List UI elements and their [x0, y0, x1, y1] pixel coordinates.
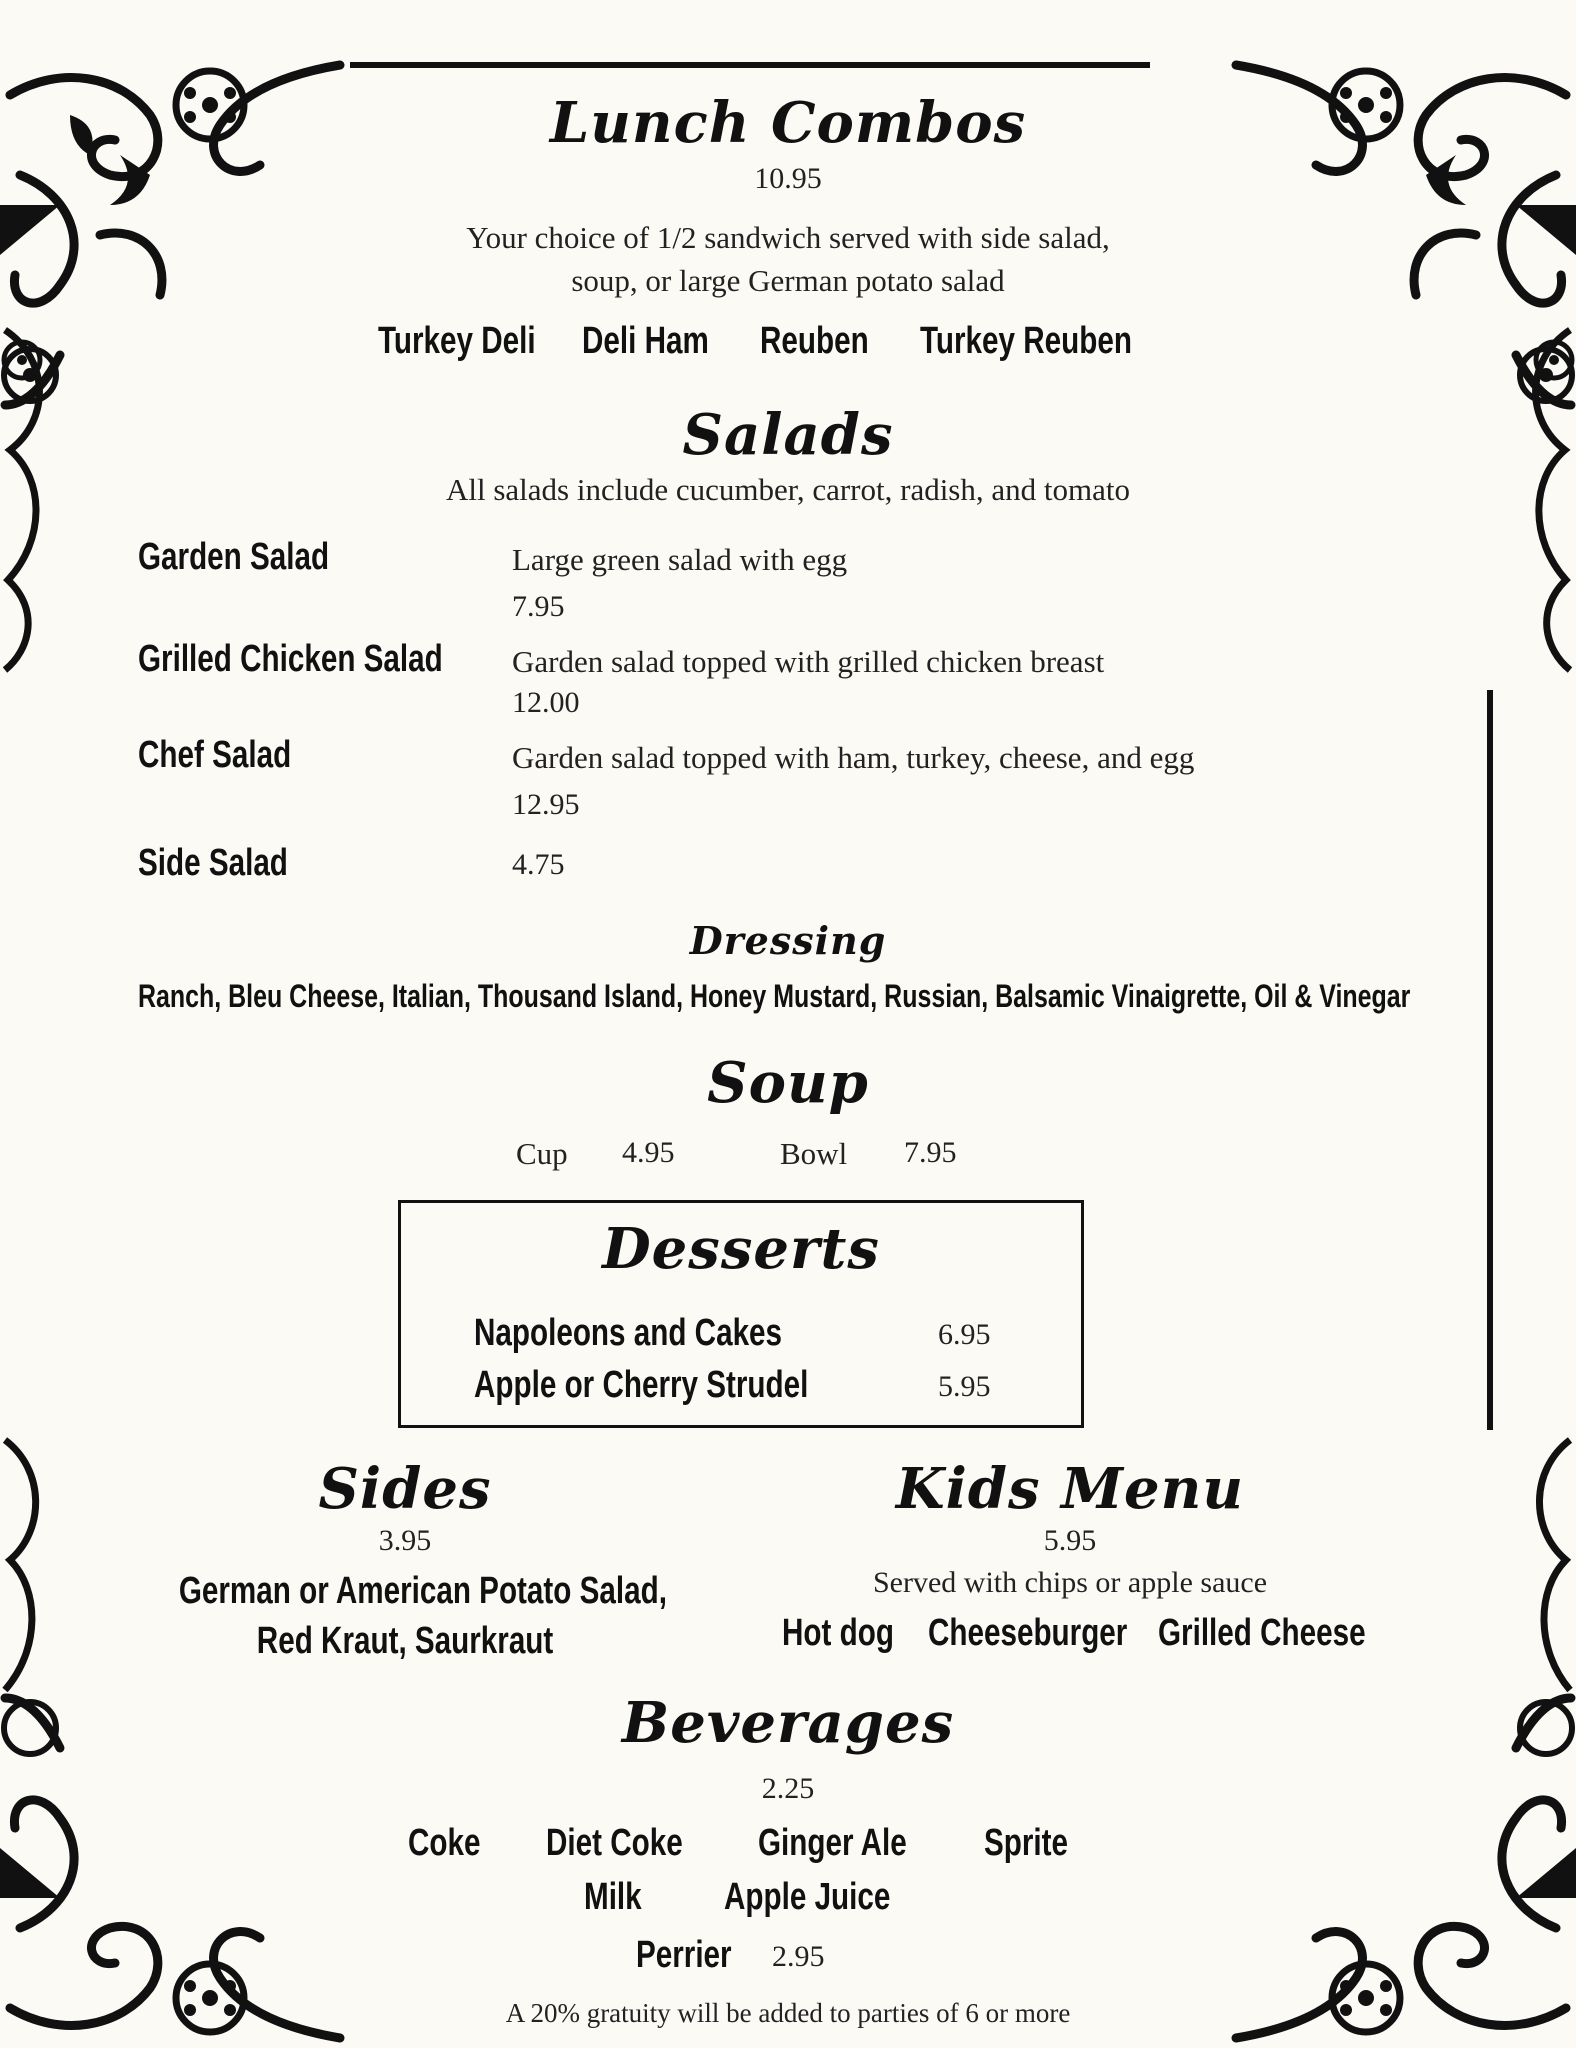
- kids-menu-item: Cheeseburger: [928, 1612, 1128, 1654]
- sides-price: 3.95: [378, 1524, 432, 1557]
- lunch-combo-item: Turkey Reuben: [920, 320, 1132, 362]
- gratuity-note: A 20% gratuity will be added to parties of 6 or more: [505, 1998, 1071, 2028]
- lunch-combos-price: 10.95: [754, 162, 822, 195]
- beverage-item: Milk: [584, 1876, 642, 1918]
- lunch-combos-title: Lunch Combos: [549, 90, 1027, 156]
- lunch-combos-description-line2: soup, or large German potato salad: [571, 263, 1005, 298]
- kids-menu-item: Grilled Cheese: [1158, 1612, 1366, 1654]
- salad-name: Garden Salad: [138, 536, 330, 578]
- beverage-perrier-price: 2.95: [772, 1940, 825, 1973]
- lunch-combo-item: Turkey Deli: [378, 320, 536, 362]
- salad-name: Chef Salad: [138, 734, 292, 776]
- dressing-options: Ranch, Bleu Cheese, Italian, Thousand Island, Honey Mustard, Russian, Balsamic Vinaigrette, Oil & Vinegar: [138, 978, 1411, 1014]
- salads-note: All salads include cucumber, carrot, radish, and tomato: [446, 472, 1130, 507]
- beverage-item: Apple Juice: [724, 1876, 891, 1918]
- kids-menu-price: 5.95: [1043, 1524, 1097, 1557]
- lunch-combo-item: Deli Ham: [582, 320, 709, 362]
- kids-menu-note: Served with chips or apple sauce: [872, 1566, 1268, 1599]
- soup-title: Soup: [707, 1050, 869, 1116]
- dressing-title: Dressing: [689, 918, 887, 963]
- soup-cup-price: 4.95: [622, 1136, 675, 1169]
- dessert-name: Apple or Cherry Strudel: [474, 1364, 809, 1406]
- beverage-perrier: Perrier: [636, 1934, 732, 1976]
- dessert-name: Napoleons and Cakes: [474, 1312, 783, 1354]
- lunch-combos-description-line1: Your choice of 1/2 sandwich served with side salad,: [466, 220, 1110, 255]
- side-ornament-right-lower: [1500, 1430, 1576, 1700]
- kids-menu-item: Hot dog: [782, 1612, 894, 1654]
- sides-line2-wrap: [110, 1620, 700, 1663]
- soup-cup-label: Cup: [516, 1136, 568, 1171]
- salad-description: Garden salad topped with grilled chicken breast: [512, 644, 1105, 679]
- salad-price: 12.95: [512, 788, 580, 821]
- salads-title: Salads: [682, 402, 894, 468]
- salad-price: 7.95: [512, 590, 565, 623]
- side-ornament-left-lower: [0, 1430, 70, 1700]
- sides-title: Sides: [318, 1456, 492, 1522]
- beverage-item: Ginger Ale: [758, 1822, 907, 1864]
- desserts-title: Desserts: [602, 1216, 880, 1282]
- lunch-combo-item: Reuben: [760, 320, 869, 362]
- salad-price: 12.00: [512, 686, 580, 719]
- dessert-price: 6.95: [938, 1318, 991, 1351]
- salad-price: 4.75: [512, 848, 565, 881]
- beverages-price: 2.25: [761, 1772, 815, 1805]
- salad-description: Large green salad with egg: [512, 542, 848, 577]
- beverage-item: Coke: [408, 1822, 481, 1864]
- beverage-item: Diet Coke: [546, 1822, 683, 1864]
- soup-bowl-label: Bowl: [780, 1136, 848, 1171]
- salad-name: Side Salad: [138, 842, 288, 884]
- salad-name: Grilled Chicken Salad: [138, 638, 443, 680]
- soup-bowl-price: 7.95: [904, 1136, 957, 1169]
- dessert-price: 5.95: [938, 1370, 991, 1403]
- sides-line2: Red Kraut, Saurkraut: [256, 1620, 554, 1662]
- sides-line1-wrap: [110, 1570, 700, 1613]
- frame-top-line: [350, 62, 1150, 68]
- beverages-title: Beverages: [621, 1690, 955, 1756]
- sides-line1: German or American Potato Salad,: [178, 1570, 667, 1612]
- beverage-item: Sprite: [984, 1822, 1069, 1864]
- salad-description: Garden salad topped with ham, turkey, cheese, and egg: [512, 740, 1195, 775]
- kids-menu-title: Kids Menu: [895, 1456, 1245, 1522]
